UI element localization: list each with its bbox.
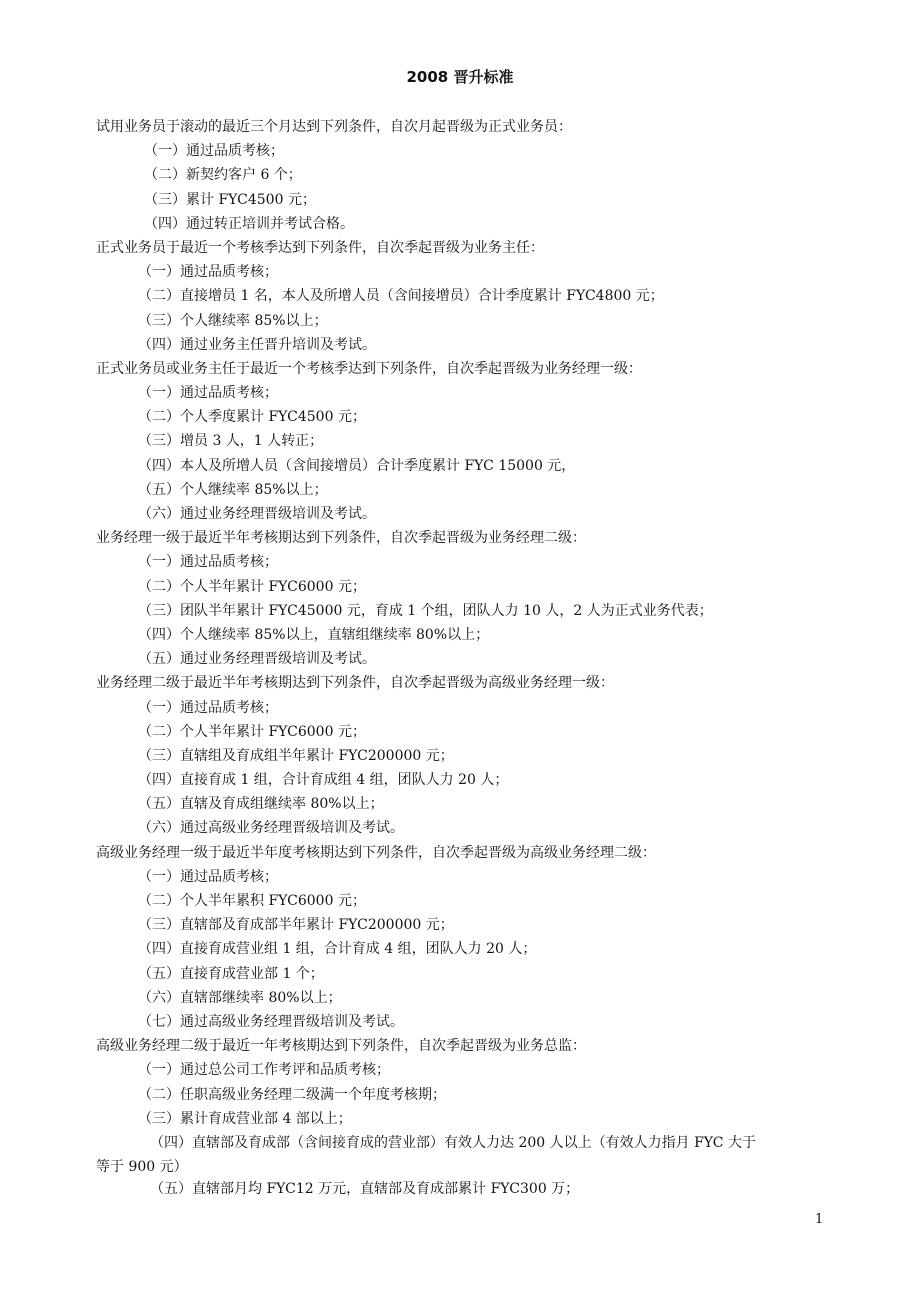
list-item: （四）直接育成 1 组，合计育成组 4 组，团队人力 20 人； bbox=[138, 772, 509, 789]
list-item: （一）通过品质考核； bbox=[138, 868, 278, 885]
section-to-senior-manager-level-2 bbox=[96, 841, 836, 1035]
section-probation-to-regular bbox=[96, 115, 836, 236]
list-item: （四）本人及所增人员（含间接增员）合计季度累计 FYC 15000 元， bbox=[138, 457, 576, 474]
list-item: （一）通过品质考核； bbox=[138, 699, 278, 716]
list-item: （二）个人半年累计 FYC6000 元； bbox=[138, 723, 366, 740]
list-item: （四）个人继续率 85%以上，直辖组继续率 80%以上； bbox=[138, 626, 490, 643]
list-item: （五）直接育成营业部 1 个； bbox=[138, 965, 324, 982]
list-item: （二）个人半年累计 FYC6000 元； bbox=[138, 578, 366, 595]
list-item: （四）通过业务主任晋升培训及考试。 bbox=[138, 336, 376, 353]
list-item-wrapped: （四）直辖部及育成部（含间接育成的营业部）有效人力达 200 人以上（有效人力指月 FYC 大于 bbox=[150, 1134, 756, 1151]
section-heading: 业务经理一级于最近半年考核期达到下列条件，自次季起晋级为业务经理二级： bbox=[96, 530, 586, 547]
page-number: 1 bbox=[815, 1212, 824, 1227]
page-title: 2008 晋升标准 bbox=[406, 68, 514, 86]
list-item: （五）通过业务经理晋级培训及考试。 bbox=[138, 651, 376, 668]
section-to-manager-level-2 bbox=[96, 526, 836, 671]
list-item: （一）通过品质考核； bbox=[138, 554, 278, 571]
list-item: （五）直辖部月均 FYC12 万元，直辖部及育成部累计 FYC300 万； bbox=[150, 1181, 580, 1198]
list-item: （二）新契约客户 6 个； bbox=[144, 167, 302, 184]
list-item: （二）个人季度累计 FYC4500 元； bbox=[138, 409, 366, 426]
list-item: （一）通过品质考核； bbox=[138, 385, 278, 402]
list-item: （三）团队半年累计 FYC45000 元，育成 1 个组，团队人力 10 人，2 人为正式业务代表； bbox=[138, 602, 713, 619]
list-item: （二）个人半年累积 FYC6000 元； bbox=[138, 893, 366, 909]
list-item: （四）通过转正培训并考试合格。 bbox=[144, 215, 354, 232]
section-regular-to-supervisor bbox=[96, 236, 836, 357]
list-item: （三）个人继续率 85%以上； bbox=[138, 312, 328, 329]
section-heading: 正式业务员于最近一个考核季达到下列条件，自次季起晋级为业务主任： bbox=[96, 239, 544, 256]
section-to-business-director bbox=[96, 1034, 836, 1201]
list-item: （五）直辖及育成组继续率 80%以上； bbox=[138, 796, 384, 813]
list-item: （二）直接增员 1 名，本人及所增人员（含间接增员）合计季度累计 FYC4800 元； bbox=[138, 288, 664, 305]
document-body bbox=[96, 115, 836, 1201]
list-item: （六）通过高级业务经理晋级培训及考试。 bbox=[138, 820, 404, 837]
list-item: （六）通过业务经理晋级培训及考试。 bbox=[138, 506, 376, 522]
list-item-wrapped-continuation: 等于 900 元） bbox=[96, 1159, 188, 1176]
list-item: （六）直辖部继续率 80%以上； bbox=[138, 989, 342, 1006]
section-heading: 正式业务员或业务主任于最近一个考核季达到下列条件，自次季起晋级为业务经理一级： bbox=[96, 360, 642, 377]
list-item: （一）通过品质考核； bbox=[144, 143, 284, 160]
list-item: （三）增员 3 人，1 人转正； bbox=[138, 433, 324, 450]
section-heading: 业务经理二级于最近半年考核期达到下列条件，自次季起晋级为高级业务经理一级： bbox=[96, 675, 614, 692]
list-item: （一）通过品质考核； bbox=[138, 264, 278, 281]
list-item: （二）任职高级业务经理二级满一个年度考核期； bbox=[138, 1086, 446, 1103]
section-to-senior-manager-level-1 bbox=[96, 671, 836, 840]
list-item: （四）直接育成营业组 1 组，合计育成 4 组，团队人力 20 人； bbox=[138, 941, 537, 958]
section-to-manager-level-1 bbox=[96, 357, 836, 526]
list-item: （三）直辖组及育成组半年累计 FYC200000 元； bbox=[138, 747, 454, 764]
list-item: （一）通过总公司工作考评和品质考核； bbox=[138, 1062, 390, 1079]
list-item: （七）通过高级业务经理晋级培训及考试。 bbox=[138, 1013, 404, 1030]
list-item: （三）累计 FYC4500 元； bbox=[144, 191, 316, 208]
list-item: （三）累计育成营业部 4 部以上； bbox=[138, 1110, 352, 1127]
list-item: （三）直辖部及育成部半年累计 FYC200000 元； bbox=[138, 917, 454, 934]
list-item: （五）个人继续率 85%以上； bbox=[138, 481, 328, 498]
section-heading: 试用业务员于滚动的最近三个月达到下列条件，自次月起晋级为正式业务员： bbox=[96, 119, 572, 135]
section-heading: 高级业务经理二级于最近一年考核期达到下列条件，自次季起晋级为业务总监： bbox=[96, 1038, 586, 1055]
section-heading: 高级业务经理一级于最近半年度考核期达到下列条件，自次季起晋级为高级业务经理二级： bbox=[96, 844, 656, 861]
